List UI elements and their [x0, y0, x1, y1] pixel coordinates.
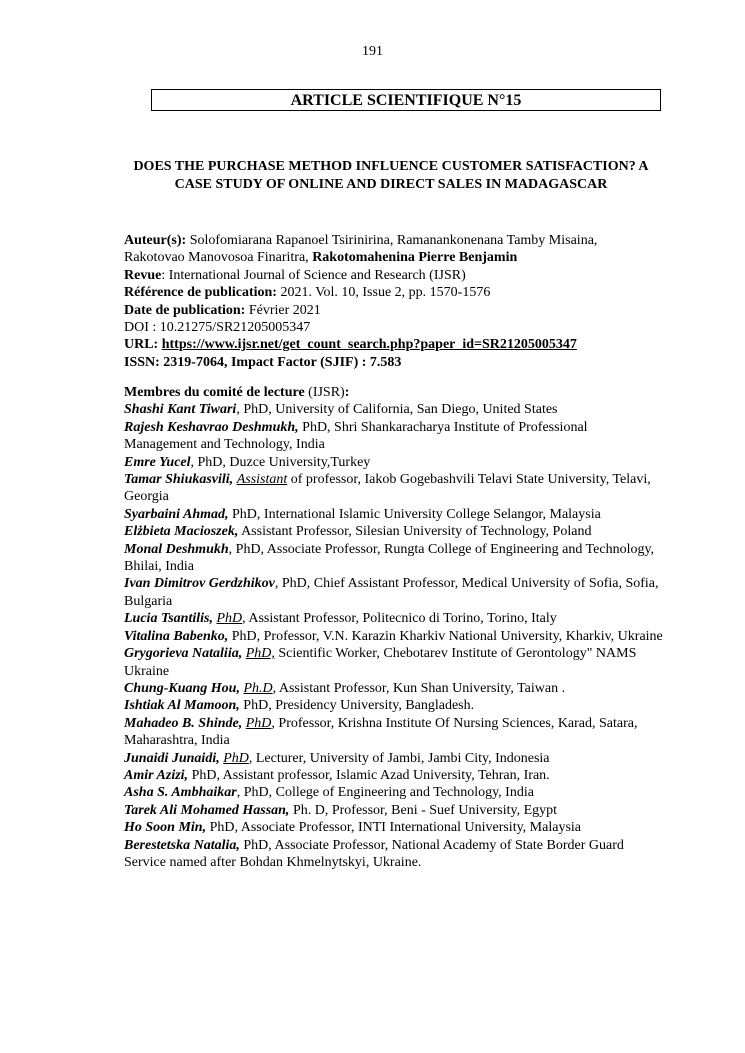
member-affiliation: PhD, Shri Shankaracharya Institute of Professional Management and Technology, India — [124, 419, 588, 453]
committee-title-colon: : — [344, 385, 350, 400]
committee-member — [124, 506, 664, 523]
committee-member — [124, 680, 664, 697]
committee-member — [124, 750, 664, 767]
member-title: PhD — [223, 750, 249, 766]
member-affiliation: , PhD, Duzce University,Turkey — [190, 454, 371, 470]
member-affiliation: PhD, Associate Professor, National Academy of State Border Guard Service named after Bohdan Khmelnytskyi, Ukraine. — [124, 837, 624, 870]
member-affiliation: , PhD, Chief Assistant Professor, Medical University of Sofia, Sofia, Bulgaria — [124, 576, 659, 609]
member-affiliation: of professor, Iakob Gogebashvili Telavi State University, Telavi, Georgia — [124, 472, 651, 505]
committee-member — [124, 419, 664, 454]
revue-line — [124, 267, 664, 284]
member-affiliation: , PhD, University of California, San Diego, United States — [236, 402, 558, 418]
doi-line: DOI : 10.21275/SR21205005347 — [124, 320, 311, 336]
member-title: Ph.D — [243, 680, 273, 696]
member-affiliation: , Lecturer, University of Jambi, Jambi City, Indonesia — [248, 750, 550, 766]
reference-value: 2021. Vol. 10, Issue 2, pp. 1570-1576 — [280, 285, 491, 301]
member-name: Ho Soon Min, — [124, 820, 207, 836]
reference-label: Référence de publication: — [124, 285, 277, 301]
committee-member — [124, 541, 664, 576]
committee-member — [124, 523, 664, 540]
member-name: Rajesh Keshavrao Deshmukh, — [124, 419, 299, 435]
member-affiliation: PhD, Professor, V.N. Karazin Kharkiv National University, Kharkiv, Ukraine — [228, 628, 663, 644]
committee-title-bold: Membres du comité de lecture — [124, 385, 305, 400]
url-link[interactable]: https://www.ijsr.net/get_count_search.php?paper_id=SR21205005347 — [161, 337, 577, 353]
committee-member — [124, 454, 664, 471]
committee-member-list — [124, 401, 664, 871]
member-title: Assistant — [236, 472, 288, 488]
committee-title — [124, 384, 664, 401]
member-affiliation: Ph. D, Professor, Beni - Suef University, Egypt — [289, 802, 558, 818]
member-name: Lucia Tsantilis, — [124, 611, 213, 627]
member-title: PhD, — [245, 646, 275, 662]
committee-member — [124, 645, 664, 680]
committee-member — [124, 628, 664, 645]
committee-member — [124, 401, 664, 418]
member-name: Monal Deshmukh — [124, 541, 229, 557]
committee-member — [124, 784, 664, 801]
member-name: Vitalina Babenko, — [124, 628, 229, 644]
page-number: 191 — [362, 44, 383, 59]
committee-title-rest: (IJSR) — [308, 385, 345, 400]
committee-member — [124, 575, 664, 610]
member-affiliation: PhD, Presidency University, Bangladesh. — [239, 698, 475, 714]
member-name: Elżbieta Macioszek, — [124, 524, 239, 540]
member-affiliation: PhD, Assistant professor, Islamic Azad University, Tehran, Iran. — [188, 767, 550, 783]
authors-label: Auteur(s): — [124, 233, 187, 248]
committee-member — [124, 837, 664, 872]
member-affiliation: Scientific Worker, Chebotarev Institute of Gerontology" NAMS Ukraine — [124, 646, 637, 679]
member-name: Amir Azizi, — [124, 767, 189, 783]
member-affiliation: , Assistant Professor, Kun Shan University, Taiwan . — [272, 680, 566, 696]
article-metadata — [124, 232, 664, 371]
committee-member — [124, 610, 664, 627]
authors-lead: Rakotomahenina Pierre Benjamin — [312, 250, 518, 266]
authors-names-1: Solofomiarana Rapanoel Tsirinirina, Ramanankonenana Tamby Misaina, — [189, 233, 598, 248]
member-name: Grygorieva Nataliia, — [124, 646, 243, 662]
member-name: Ishtiak Al Mamoon, — [124, 698, 240, 714]
member-name: Berestetska Natalia, — [124, 837, 240, 853]
revue-value: : International Journal of Science and Research (IJSR) — [161, 267, 466, 283]
member-name: Mahadeo B. Shinde, — [124, 715, 243, 731]
member-affiliation: , Assistant Professor, Politecnico di Torino, Torino, Italy — [242, 611, 557, 627]
committee-member — [124, 802, 664, 819]
committee-member — [124, 767, 664, 784]
member-name: Tarek Ali Mohamed Hassan, — [124, 802, 290, 818]
member-title: PhD — [216, 611, 243, 627]
member-name: Emre Yucel — [124, 454, 191, 470]
article-title: DOES THE PURCHASE METHOD INFLUENCE CUSTOMER SATISFACTION? A CASE STUDY OF ONLINE AND DIRECT SALES IN MADAGASCAR — [133, 159, 649, 192]
revue-label: Revue — [124, 267, 162, 283]
member-name: Junaidi Junaidi, — [124, 750, 220, 766]
committee-section — [124, 384, 664, 871]
committee-member — [124, 697, 664, 714]
reference-line — [124, 284, 664, 301]
member-affiliation: PhD, International Islamic University College Selangor, Malaysia — [228, 506, 601, 522]
member-name: Ivan Dimitrov Gerdzhikov — [124, 576, 275, 592]
member-affiliation: PhD, Associate Professor, INTI International University, Malaysia — [206, 820, 581, 836]
committee-member — [124, 715, 664, 750]
member-name: Tamar Shiukasvili, — [124, 472, 234, 488]
member-name: Chung-Kuang Hou, — [124, 680, 240, 696]
member-name: Syarbaini Ahmad, — [124, 506, 229, 522]
member-title: PhD — [245, 715, 272, 731]
date-line — [124, 302, 664, 319]
issn-line: ISSN: 2319-7064, Impact Factor (SJIF) : 7.583 — [124, 354, 402, 370]
date-label: Date de publication: — [124, 302, 246, 318]
url-line — [124, 336, 664, 353]
authors-names-2: Rakotovao Manovosoa Finaritra, — [124, 250, 309, 266]
member-name: Shashi Kant Tiwari — [124, 402, 237, 418]
committee-member — [124, 471, 664, 506]
member-affiliation: , PhD, College of Engineering and Technology, India — [236, 785, 534, 801]
member-affiliation: , PhD, Associate Professor, Rungta College of Engineering and Technology, Bhilai, India — [124, 541, 655, 575]
authors-line-1 — [124, 232, 664, 249]
member-affiliation: , Professor, Krishna Institute Of Nursing Sciences, Karad, Satara, Maharashtra, India — [124, 715, 638, 749]
url-label: URL: — [124, 337, 159, 353]
member-name: Asha S. Ambhaikar — [124, 785, 237, 801]
authors-line-2 — [124, 249, 664, 266]
committee-member — [124, 819, 664, 836]
date-value: Février 2021 — [248, 302, 321, 318]
member-affiliation: Assistant Professor, Silesian University of Technology, Poland — [238, 524, 592, 540]
article-header: ARTICLE SCIENTIFIQUE N°15 — [151, 89, 661, 111]
